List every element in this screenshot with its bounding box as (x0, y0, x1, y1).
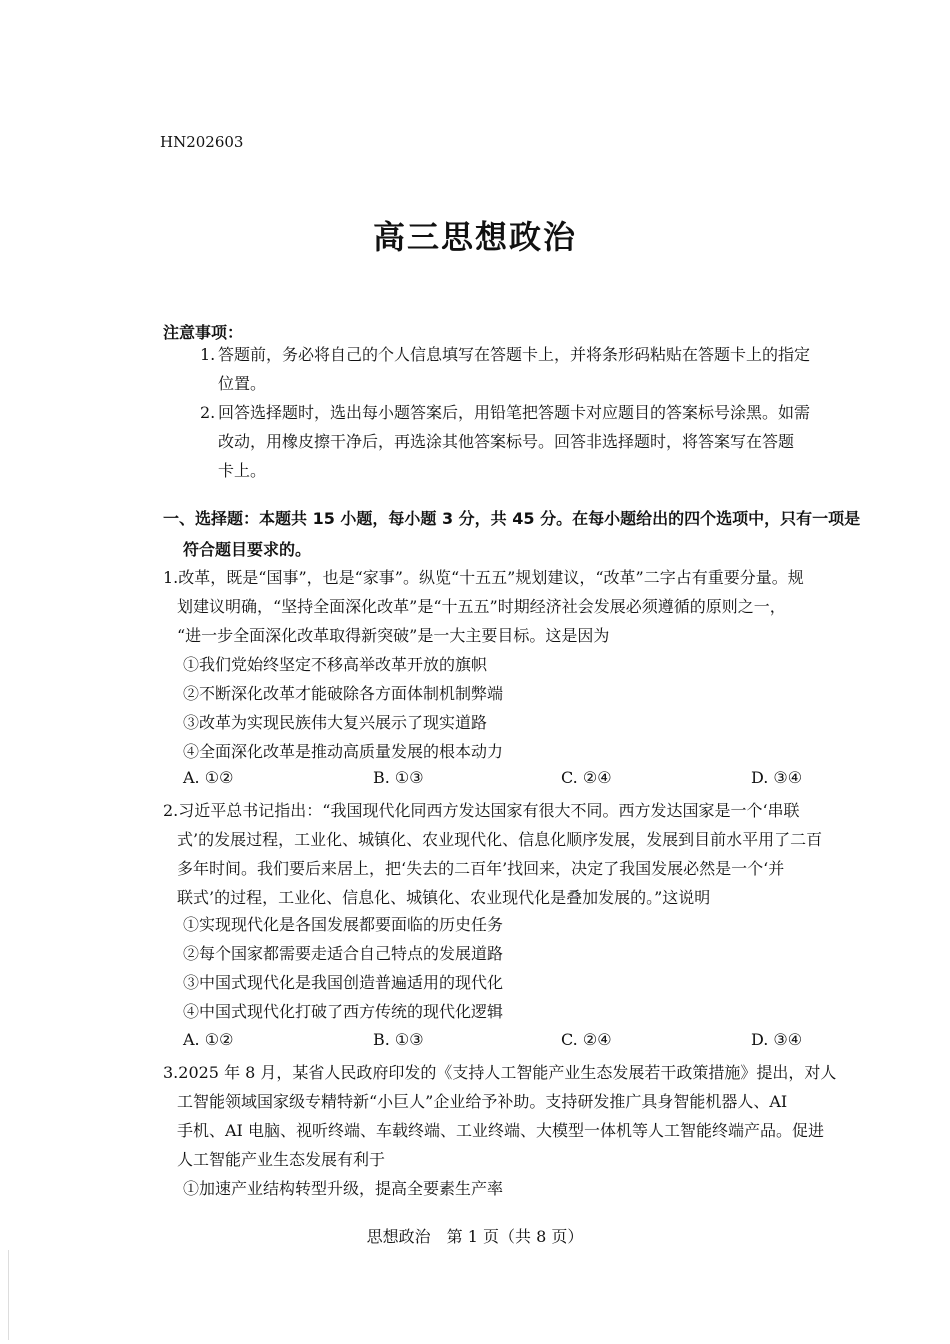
page-footer: 思想政治 第 1 页（共 8 页） (366, 1227, 584, 1246)
question-1-stem (163, 563, 891, 650)
question-line: 2.习近平总书记指出：“我国现代化同西方发达国家有很大不同。西方发达国家是一个‘串联 (163, 801, 800, 820)
statement-option: ④全面深化改革是推动高质量发展的根本动力 (183, 742, 504, 761)
choice-b: B. ①③ (373, 1030, 424, 1049)
notice-item-number: 1. (200, 345, 216, 364)
statement-option: ③中国式现代化是我国创造普遍适用的现代化 (183, 973, 504, 992)
question-1-options (183, 650, 503, 766)
question-line: 1.改革，既是“国事”，也是“家事”。纵览“十五五”规划建议，“改革”二字占有重要分量。规 (163, 568, 804, 587)
choice-a: A. ①② (183, 1030, 234, 1049)
choice-a: A. ①② (183, 768, 234, 787)
question-line: 手机、AI 电脑、视听终端、车载终端、工业终端、大模型一体机等人工智能终端产品。促进 (177, 1121, 824, 1140)
scan-edge-line (8, 1250, 9, 1340)
choice-c: C. ②④ (561, 768, 612, 787)
notice-item-text: 回答选择题时，选出每小题答案后，用铅笔把答题卡对应题目的答案标号涂黑。如需 (218, 403, 811, 422)
section-heading (163, 503, 891, 565)
choice-b: B. ①③ (373, 768, 424, 787)
section-heading-line: 一、选择题：本题共 15 小题，每小题 3 分，共 45 分。在每小题给出的四个选项中，只有一项是 (163, 509, 861, 528)
statement-option: ④中国式现代化打破了西方传统的现代化逻辑 (183, 1002, 504, 1021)
question-3-stem (163, 1058, 891, 1174)
statement-option: ②每个国家都需要走适合自己特点的发展道路 (183, 944, 504, 963)
choice-c: C. ②④ (561, 1030, 612, 1049)
question-line: “进一步全面深化改革取得新突破”是一大主要目标。这是因为 (177, 626, 610, 645)
notice-heading: 注意事项： (163, 323, 244, 342)
question-line: 联式’的过程，工业化、信息化、城镇化、农业现代化是叠加发展的。”这说明 (177, 888, 711, 907)
notice-item-text: 位置。 (218, 374, 267, 393)
notice-item-number: 2. (200, 403, 216, 422)
statement-option: ②不断深化改革才能破除各方面体制机制弊端 (183, 684, 504, 703)
page-title: 高三思想政治 (372, 218, 577, 256)
question-line: 多年时间。我们要后来居上，把‘失去的二百年’找回来，决定了我国发展必然是一个‘并 (177, 859, 785, 878)
document-code: HN202603 (160, 133, 244, 151)
question-3-options (183, 1174, 503, 1203)
question-line: 人工智能产业生态发展有利于 (177, 1150, 386, 1169)
notice-item-text: 改动，用橡皮擦干净后，再选涂其他答案标号。回答非选择题时，将答案写在答题 (218, 432, 795, 451)
question-2-options (183, 910, 503, 1026)
statement-option: ①我们党始终坚定不移高举改革开放的旗帜 (183, 655, 488, 674)
question-2-stem (163, 796, 891, 912)
statement-option: ③改革为实现民族伟大复兴展示了现实道路 (183, 713, 488, 732)
notice-item-text: 答题前，务必将自己的个人信息填写在答题卡上，并将条形码粘贴在答题卡上的指定 (218, 345, 811, 364)
choice-d: D. ③④ (751, 1030, 803, 1049)
statement-option: ①实现现代化是各国发展都要面临的历史任务 (183, 915, 504, 934)
statement-option: ①加速产业结构转型升级，提高全要素生产率 (183, 1179, 504, 1198)
question-line: 划建议明确，“坚持全面深化改革”是“十五五”时期经济社会发展必须遵循的原则之一， (177, 597, 786, 616)
notice-item-text: 卡上。 (218, 461, 267, 480)
notice-item-2 (200, 398, 890, 485)
choice-d: D. ③④ (751, 768, 803, 787)
question-line: 3.2025 年 8 月，某省人民政府印发的《支持人工智能产业生态发展若干政策措施》提出，对人 (163, 1063, 837, 1082)
question-line: 工智能领域国家级专精特新“小巨人”企业给予补助。支持研发推广具身智能机器人、AI (177, 1092, 788, 1111)
section-heading-line: 符合题目要求的。 (183, 540, 312, 559)
question-line: 式’的发展过程，工业化、城镇化、农业现代化、信息化顺序发展，发展到目前水平用了二百 (177, 830, 823, 849)
notice-item-1 (200, 340, 890, 398)
